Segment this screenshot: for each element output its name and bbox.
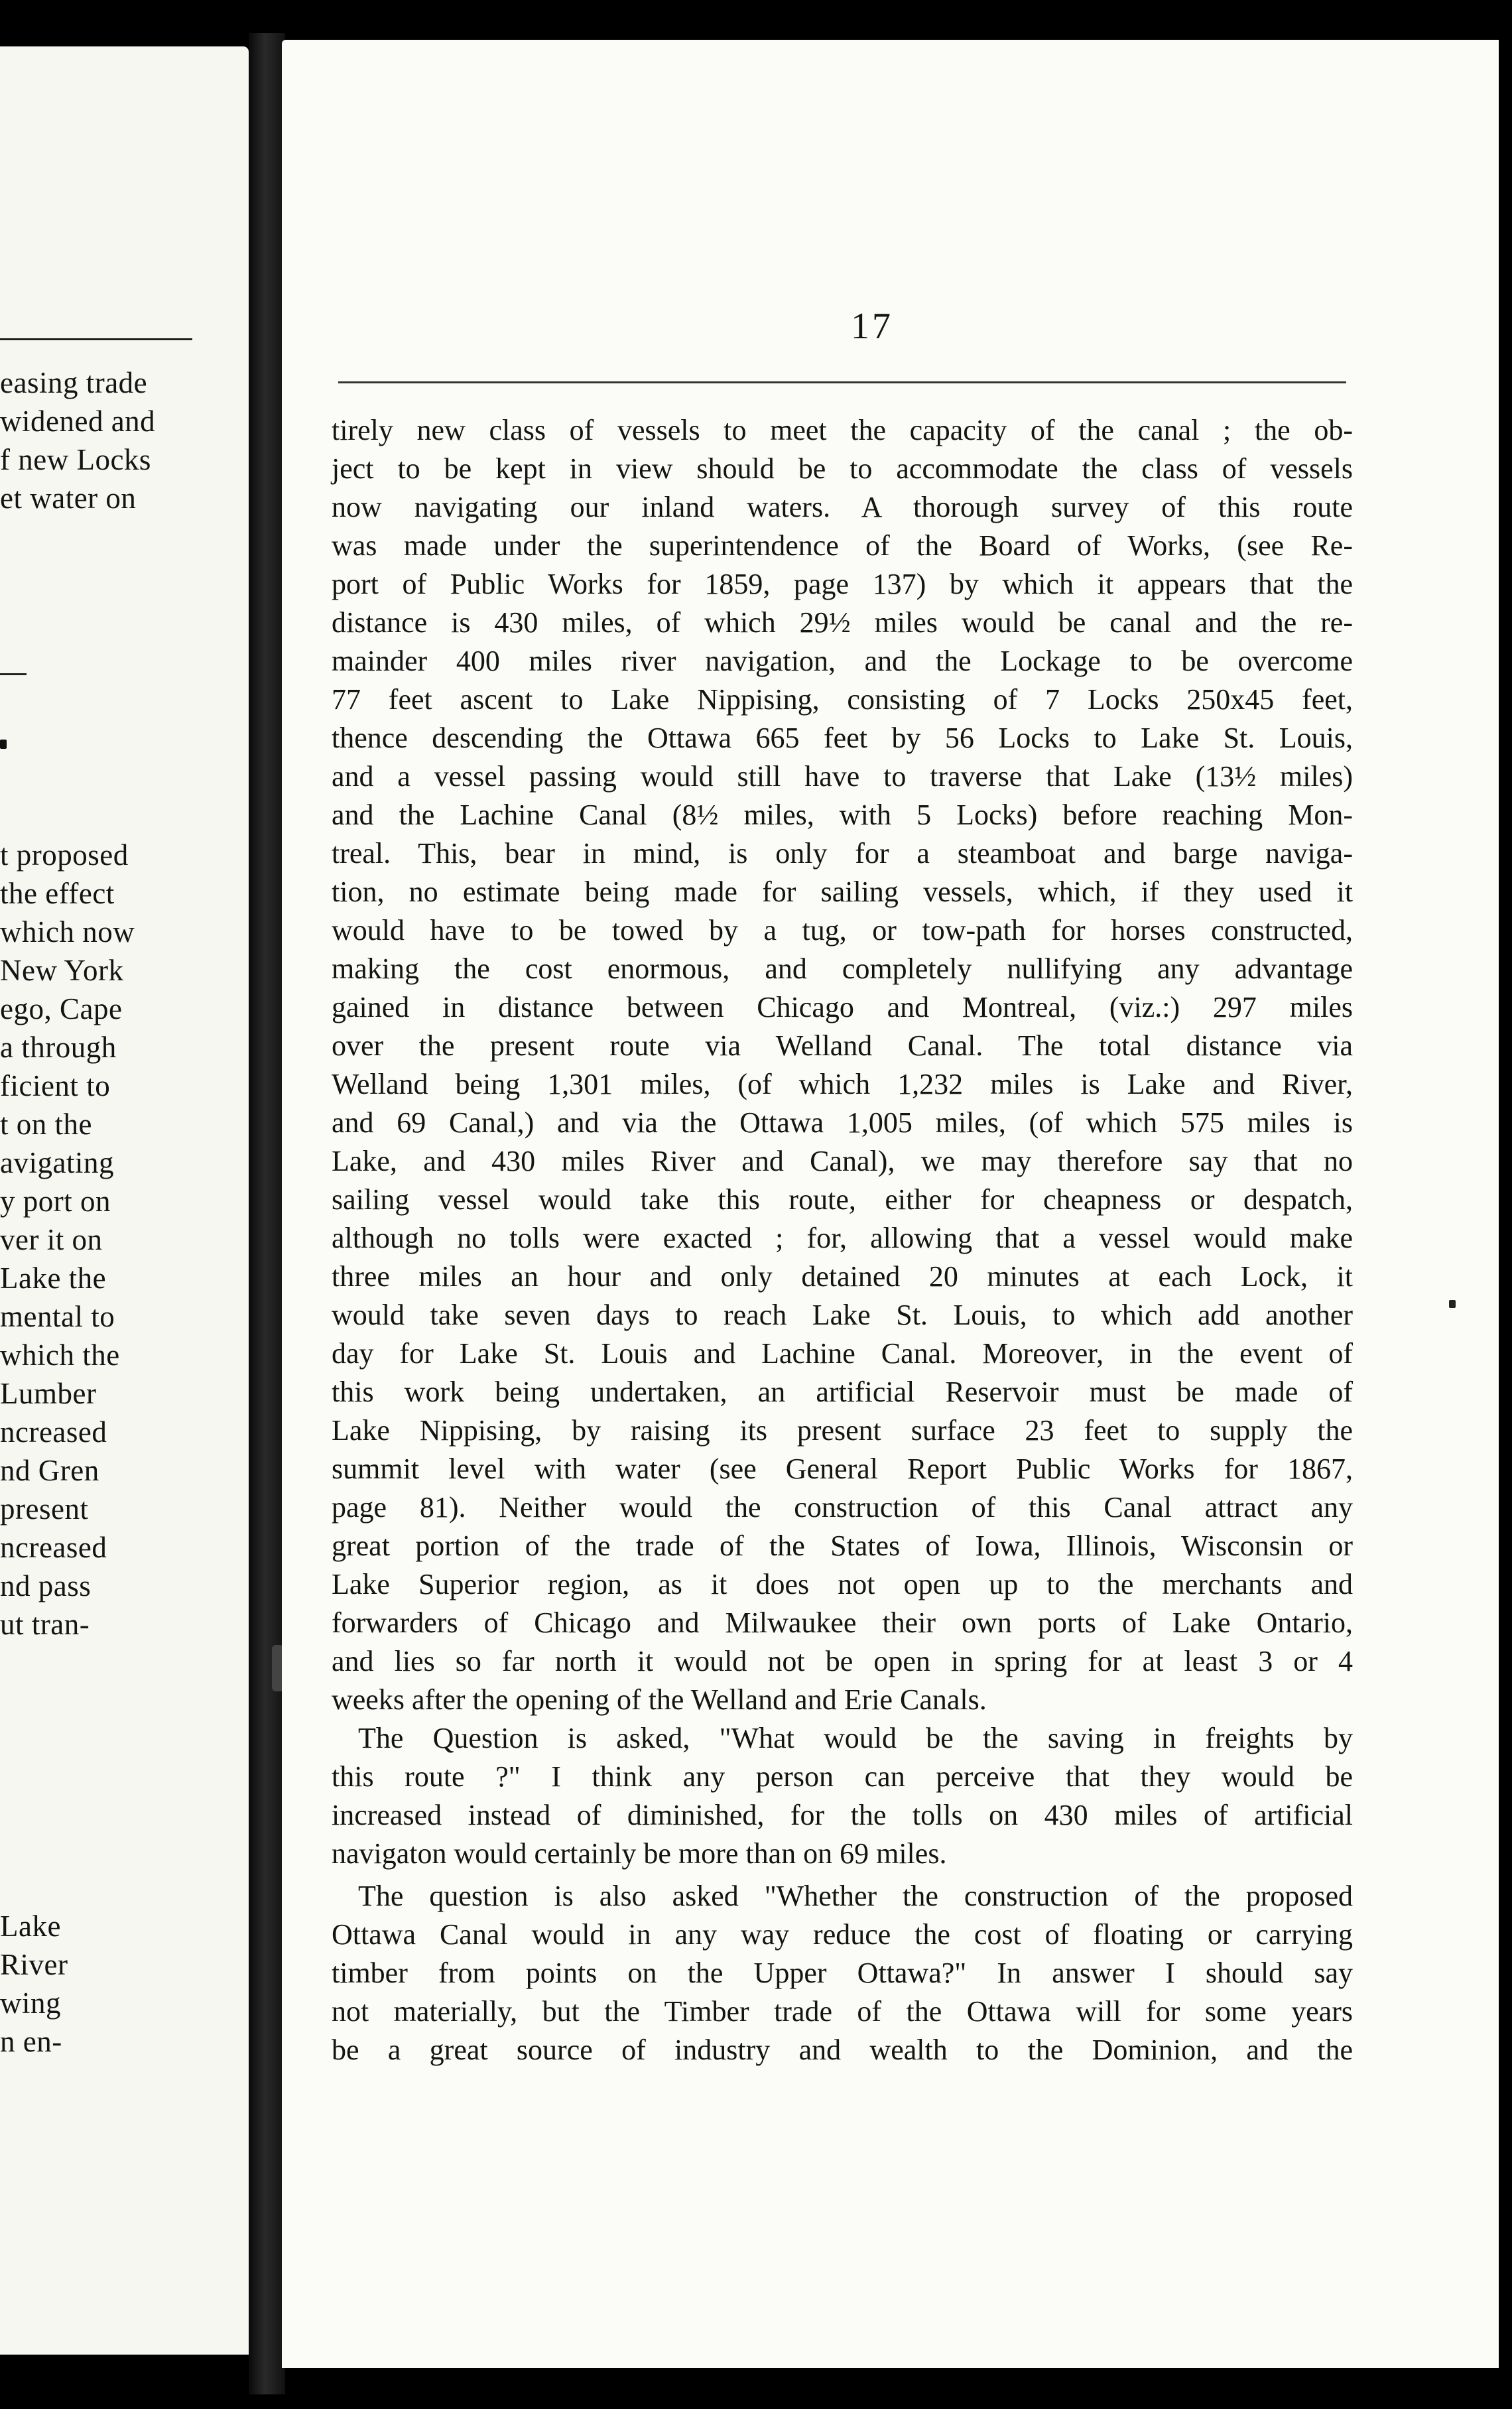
left-line: avigating — [0, 1146, 114, 1179]
text-line: forwarders of Chicago and Milwaukee their own ports of Lake Ontario, — [332, 1606, 1353, 1639]
left-line: f new Locks — [0, 443, 151, 476]
text-line: Lake, and 430 miles River and Canal), we may therefore say that no — [332, 1145, 1353, 1177]
left-line: which now — [0, 915, 135, 948]
text-line: although no tolls were exacted ; for, allowing that a vessel would make — [332, 1222, 1353, 1254]
left-line: et water on — [0, 482, 137, 515]
right-page — [282, 40, 1499, 2368]
text-line: Lake Superior region, as it does not open up to the merchants and — [332, 1568, 1353, 1600]
book-gutter — [249, 33, 285, 2394]
margin-speck — [1449, 1300, 1456, 1308]
text-line: summit level with water (see General Report Public Works for 1867, — [332, 1453, 1353, 1485]
left-line: the effect — [0, 877, 115, 910]
text-line: be a great source of industry and wealth to the Dominion, and the — [332, 2034, 1353, 2066]
text-line: and the Lachine Canal (8½ miles, with 5 Locks) before reaching Mon- — [332, 799, 1353, 831]
left-line: t on the — [0, 1108, 92, 1141]
text-line: this route ?" I think any person can perceive that they would be — [332, 1760, 1353, 1793]
left-line: River — [0, 1948, 68, 1981]
text-line: would take seven days to reach Lake St. Louis, to which add another — [332, 1299, 1353, 1331]
text-line: this work being undertaken, an artificial Reservoir must be made of — [332, 1376, 1353, 1408]
left-line: nd pass — [0, 1569, 92, 1602]
left-line: nd Gren — [0, 1454, 99, 1487]
text-line: weeks after the opening of the Welland and Erie Canals. — [332, 1683, 987, 1716]
text-line: The question is also asked "Whether the construction of the proposed — [358, 1880, 1353, 1912]
left-line: ut tran- — [0, 1608, 90, 1641]
left-line: widened and — [0, 405, 156, 438]
left-line: Lake the — [0, 1262, 107, 1295]
left-line: ncreased — [0, 1415, 107, 1449]
left-line: Lake — [0, 1910, 61, 1943]
left-line: which the — [0, 1338, 120, 1372]
text-line: distance is 430 miles, of which 29½ miles would be canal and the re- — [332, 606, 1353, 639]
text-line: would have to be towed by a tug, or tow-path for horses constructed, — [332, 914, 1353, 946]
text-line: not materially, but the Timber trade of the Ottawa will for some years — [332, 1995, 1353, 2028]
left-line: ficient to — [0, 1069, 111, 1102]
text-line: treal. This, bear in mind, is only for a steamboat and barge naviga- — [332, 837, 1353, 870]
text-line: navigaton would certainly be more than on 69 miles. — [332, 1837, 947, 1870]
text-line: and 69 Canal,) and via the Ottawa 1,005 miles, (of which 575 miles is — [332, 1106, 1353, 1139]
text-line: page 81). Neither would the construction of this Canal attract any — [332, 1491, 1353, 1524]
left-line: ver it on — [0, 1223, 103, 1256]
left-short-rule — [0, 673, 27, 675]
text-line: timber from points on the Upper Ottawa?" In answer I should say — [332, 1957, 1353, 1989]
left-line: n en- — [0, 2025, 62, 2058]
text-line: sailing vessel would take this route, either for cheapness or despatch, — [332, 1183, 1353, 1216]
text-line: three miles an hour and only detained 20 minutes at each Lock, it — [332, 1260, 1353, 1293]
text-line: port of Public Works for 1859, page 137) by which it appears that the — [332, 568, 1353, 600]
text-line: Ottawa Canal would in any way reduce the cost of floating or carrying — [332, 1918, 1353, 1951]
text-line: thence descending the Ottawa 665 feet by 56 Locks to Lake St. Louis, — [332, 722, 1353, 754]
left-header-rule — [0, 338, 192, 340]
header-rule — [338, 381, 1346, 383]
text-line: increased instead of diminished, for the tolls on 430 miles of artificial — [332, 1799, 1353, 1831]
text-line: 77 feet ascent to Lake Nippising, consisting of 7 Locks 250x45 feet, — [332, 683, 1353, 716]
text-line: tirely new class of vessels to meet the capacity of the canal ; the ob- — [332, 414, 1353, 446]
left-line: y port on — [0, 1185, 111, 1218]
text-line: now navigating our inland waters. A thorough survey of this route — [332, 491, 1353, 523]
left-line: t proposed — [0, 838, 129, 872]
text-line: making the cost enormous, and completely nullifying any advantage — [332, 952, 1353, 985]
text-line: tion, no estimate being made for sailing vessels, which, if they used it — [332, 876, 1353, 908]
text-line: was made under the superintendence of the Board of Works, (see Re- — [332, 529, 1353, 562]
text-line: day for Lake St. Louis and Lachine Canal. Moreover, in the event of — [332, 1337, 1353, 1370]
left-line: easing trade — [0, 366, 148, 399]
text-line: mainder 400 miles river navigation, and the Lockage to be overcome — [332, 645, 1353, 677]
left-line: ego, Cape — [0, 992, 123, 1025]
left-line: present — [0, 1492, 89, 1526]
text-line: Welland being 1,301 miles, (of which 1,232 miles is Lake and River, — [332, 1068, 1353, 1100]
left-line: mental to — [0, 1300, 115, 1333]
page-number: 17 — [851, 306, 893, 347]
text-line: and a vessel passing would still have to traverse that Lake (13½ miles) — [332, 760, 1353, 793]
left-line: a through — [0, 1031, 117, 1064]
left-line: wing — [0, 1986, 61, 2020]
text-line: Lake Nippising, by raising its present surface 23 feet to supply the — [332, 1414, 1353, 1447]
left-line: Lumber — [0, 1377, 97, 1410]
left-line: ncreased — [0, 1531, 107, 1564]
left-margin-mark — [0, 740, 7, 749]
text-line: and lies so far north it would not be open in spring for at least 3 or 4 — [332, 1645, 1353, 1677]
left-page-fragment — [0, 46, 249, 2355]
text-line: ject to be kept in view should be to accommodate the class of vessels — [332, 452, 1353, 485]
left-line: New York — [0, 954, 124, 987]
text-line: over the present route via Welland Canal. The total distance via — [332, 1029, 1353, 1062]
text-line: great portion of the trade of the States of Iowa, Illinois, Wisconsin or — [332, 1530, 1353, 1562]
text-line: gained in distance between Chicago and Montreal, (viz.:) 297 miles — [332, 991, 1353, 1023]
text-line: The Question is asked, "What would be the saving in freights by — [358, 1722, 1353, 1754]
